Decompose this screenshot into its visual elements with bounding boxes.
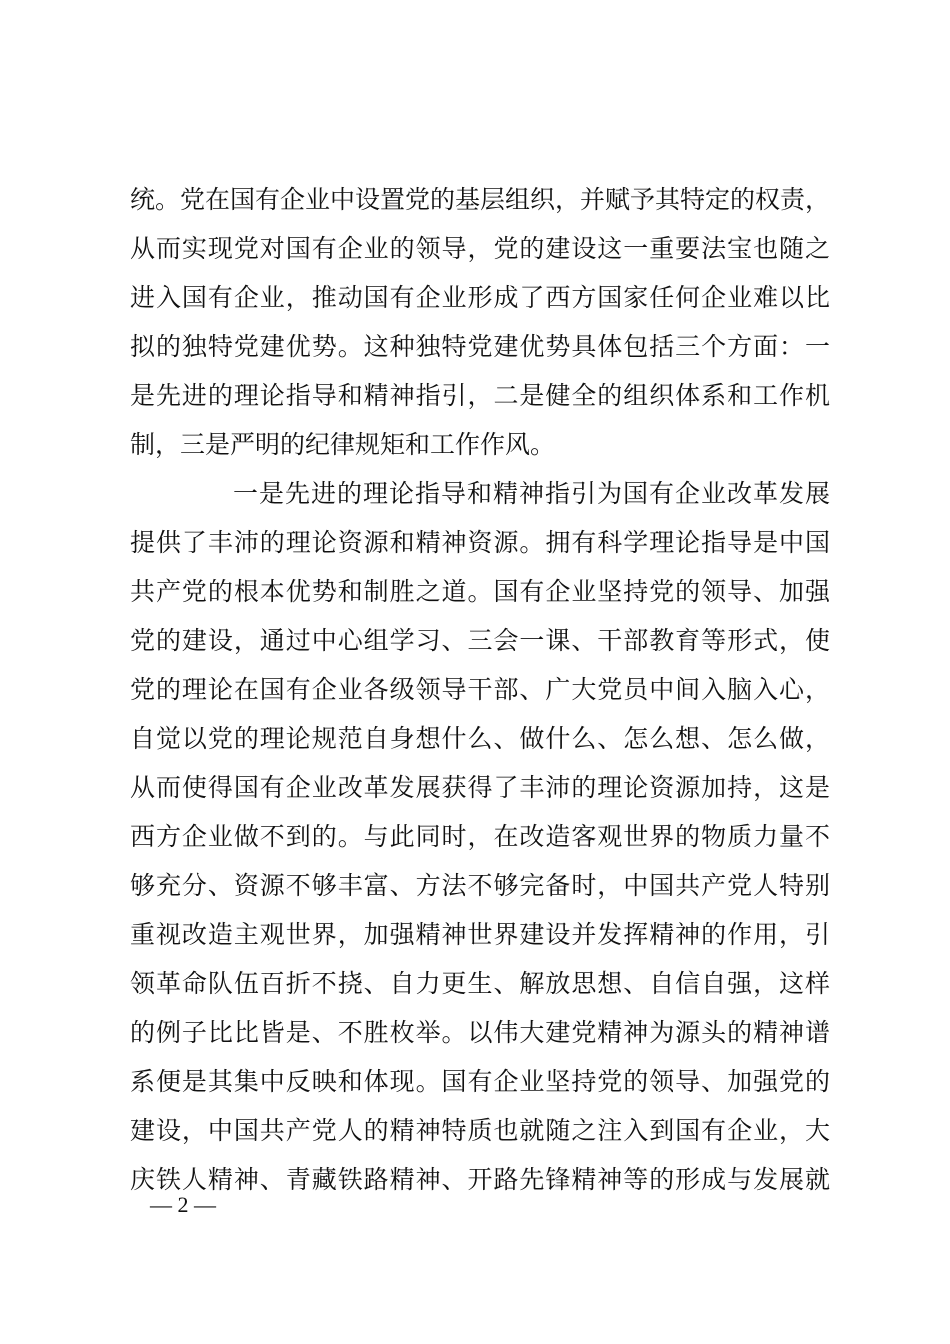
paragraph-1-line-6: 制，三是严明的纪律规矩和工作作风。 <box>130 430 556 459</box>
paragraph-2-line-13: 系便是其集中反映和体现。国有企业坚持党的领导、加强党的 <box>130 1067 830 1096</box>
paragraph-1-line-5: 是先进的理论指导和精神指引，二是健全的组织体系和工作机 <box>130 381 830 410</box>
paragraph-2-line-8: 西方企业做不到的。与此同时，在改造客观世界的物质力量不 <box>130 822 830 851</box>
paragraph-2-line-3: 共产党的根本优势和制胜之道。国有企业坚持党的领导、加强 <box>130 577 830 606</box>
paragraph-2-line-5: 党的理论在国有企业各级领导干部、广大党员中间入脑入心， <box>130 675 830 704</box>
paragraph-2-line-12: 的例子比比皆是、不胜枚举。以伟大建党精神为源头的精神谱 <box>130 1018 830 1047</box>
paragraph-2-line-4: 党的建设，通过中心组学习、三会一课、干部教育等形式，使 <box>130 626 830 655</box>
paragraph-2-line-15: 庆铁人精神、青藏铁路精神、开路先锋精神等的形成与发展就 <box>130 1165 830 1194</box>
paragraph-1-line-3: 进入国有企业，推动国有企业形成了西方国家任何企业难以比 <box>130 283 830 312</box>
paragraph-1-line-4: 拟的独特党建优势。这种独特党建优势具体包括三个方面：一 <box>130 332 830 361</box>
page-number: — 2 — <box>150 1192 216 1217</box>
paragraph-2-line-9: 够充分、资源不够丰富、方法不够完备时，中国共产党人特别 <box>130 871 830 900</box>
paragraph-2-line-2: 提供了丰沛的理论资源和精神资源。拥有科学理论指导是中国 <box>130 528 830 557</box>
paragraph-2-line-10: 重视改造主观世界，加强精神世界建设并发挥精神的作用，引 <box>130 920 830 949</box>
paragraph-2-line-7: 从而使得国有企业改革发展获得了丰沛的理论资源加持，这是 <box>130 773 830 802</box>
paragraph-2-line-6: 自觉以党的理论规范自身想什么、做什么、怎么想、怎么做， <box>130 724 830 753</box>
paragraph-2-line-1: 一是先进的理论指导和精神指引为国有企业改革发展 <box>233 479 830 508</box>
paragraph-2-line-14: 建设，中国共产党人的精神特质也就随之注入到国有企业，大 <box>130 1116 830 1145</box>
paragraph-1-line-2: 从而实现党对国有企业的领导，党的建设这一重要法宝也随之 <box>130 234 830 263</box>
paragraph-2-line-11: 领革命队伍百折不挠、自力更生、解放思想、自信自强，这样 <box>130 969 830 998</box>
paragraph-1-line-1: 统。党在国有企业中设置党的基层组织，并赋予其特定的权责， <box>130 185 830 214</box>
